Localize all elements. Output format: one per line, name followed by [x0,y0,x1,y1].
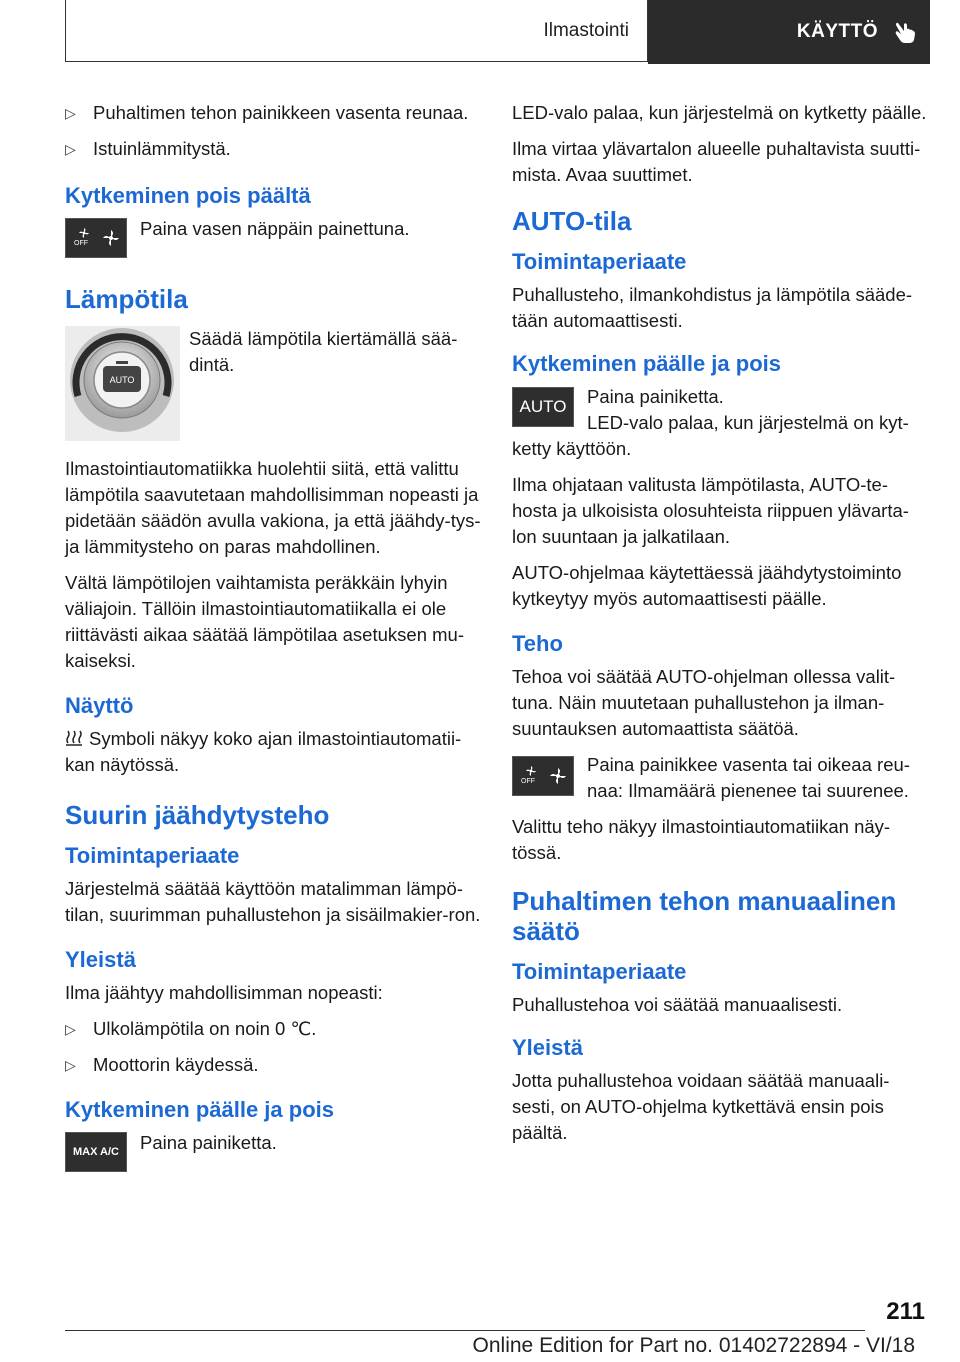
list-item: ▷ Puhaltimen tehon painikkeen vasenta reunaa. [65,100,485,126]
heading-max-cooling: Suurin jäähdytysteho [65,800,330,830]
max-ac-button-row [65,1130,485,1178]
heading-temperature: Lämpötila [65,284,188,314]
rotary-knob-icon [65,326,180,441]
heading-general: Yleistä [512,1035,583,1060]
heading-auto-mode: AUTO-tila [512,206,632,236]
temperature-knob-image [65,326,180,441]
air-flow-paragraph: Ilma virtaa ylävartalon alueelle puhaltavista suutti‐mista. Avaa suuttimet. [512,138,921,185]
max-ac-button-image: MAX A/C [65,1132,127,1172]
fan-icon [513,757,573,795]
temperature-instruction: Säädä lämpötila kiertämällä sää‐dintä. [189,328,458,375]
chapter-tab [648,0,930,64]
heading-principle: Toimintaperiaate [65,843,240,868]
auto-button-row [512,384,932,436]
max-ac-instruction: Paina painiketta. [140,1132,277,1153]
principle-paragraph: Puhallusteho, ilmankohdistus ja lämpötila sääde‐tään automaattisesti. [512,284,913,331]
display-paragraph: Symboli näkyy koko ajan ilmastointiautomatii‐kan näytössä. [65,728,462,775]
fan-icon [66,219,126,257]
heading-on-off: Kytkeminen päälle ja pois [65,1097,334,1122]
svg-text:AUTO: AUTO [109,375,135,385]
principle-paragraph: Järjestelmä säätää käyttöön matalimman lämpö‐tilan, suurimman puhallustehon ja sisäilmakier‐ron. [65,878,481,925]
heading-manual-fan: Puhaltimen tehon manuaalinen säätö [512,886,897,946]
general-paragraph: Ilma jäähtyy mahdollisimman nopeasti: [65,982,383,1003]
list-item: ▷ Moottorin käydessä. [65,1052,485,1078]
selected-power-paragraph: Valittu teho näkyy ilmastointiautomatiikan näy‐tössä. [512,816,891,863]
footer-divider [65,1330,865,1331]
led-paragraph: LED-valo palaa, kun järjestelmä on kytketty päälle. [512,102,927,123]
off-instruction: Paina vasen näppäin painettuna. [140,218,410,239]
fan-button-image [512,756,574,796]
page-number: 211 [886,1298,925,1325]
left-column [65,100,485,1188]
guided-paragraph: Ilma ohjataan valitusta lämpötilasta, AUTO-te‐hosta ja ulkoisista olosuhteista riippuen ylävarta‐lon suuntaan ja jalkatilaan. [512,474,909,547]
heading-principle: Toimintaperiaate [512,249,687,274]
off-button-row [65,216,485,264]
principle-paragraph: Puhallustehoa voi säätää manuaalisesti. [512,994,843,1015]
svg-text:OFF: OFF [521,778,535,785]
heading-on-off: Kytkeminen päälle ja pois [512,351,781,376]
heading-power: Teho [512,631,563,656]
triangle-bullet-icon: ▷ [65,141,76,157]
auto-instruction: Paina painiketta. [587,386,724,407]
fan-button-row [512,752,932,804]
fan-button-image [65,218,127,258]
section-title: Ilmastointi [65,0,648,62]
heading-switch-off: Kytkeminen pois päältä [65,183,311,208]
list-item: ▷ Istuinlämmitystä. [65,136,485,162]
paragraph-auto-control: Ilmastointiautomatiikka huolehtii siitä, että valittu lämpötila saavutetaan mahdollisimman nopeasti ja pidetään säädön avulla vakiona, ja että jäähdy‐tys- ja lämmitysteho on paras mahdollinen. [65,458,481,557]
heading-display: Näyttö [65,693,134,718]
auto-cooling-paragraph: AUTO-ohjelmaa käytettäessä jäähdytystoiminto kytkeytyy myös automaattisesti päälle. [512,562,902,609]
general-paragraph: Jotta puhallustehoa voidaan säätää manuaali‐sesti, on AUTO-ohjelma kytkettävä ensin pois päältä. [512,1070,890,1143]
pointing-hand-icon [892,19,918,45]
heading-principle: Toimintaperiaate [512,959,687,984]
svg-text:OFF: OFF [74,240,88,247]
temperature-knob-row [65,326,485,444]
auto-button-image: AUTO [512,387,574,427]
triangle-bullet-icon: ▷ [65,1057,76,1073]
power-paragraph: Tehoa voi säätää AUTO-ohjelman ollessa valit‐tuna. Näin muutetaan puhallustehon ja ilman‐suuntauksen automaattista säätöä. [512,666,896,739]
paragraph-avoid-changes: Vältä lämpötilojen vaihtamista peräkkäin lyhyin väliajoin. Tällöin ilmastointiautomatiikalla ei ole riittävästi aikaa säätää lämpötilaa asetuksen mu‐kaiseksi. [65,572,464,671]
auto-led-paragraph: LED-valo palaa, kun järjestelmä on kyt‐ketty käyttöön. [512,412,909,459]
heat-waves-icon [65,729,83,747]
triangle-bullet-icon: ▷ [65,105,76,121]
triangle-bullet-icon: ▷ [65,1021,76,1037]
list-item: ▷ Ulkolämpötila on noin 0 ℃. [65,1016,485,1042]
fan-instruction: Paina painikkee vasenta tai oikeaa reu‐naa: Ilmamäärä pienenee tai suurenee. [587,754,910,801]
edition-note: Online Edition for Part no. 01402722894 - VI/18 [472,1334,915,1357]
page-header [65,0,930,64]
chapter-title: KÄYTTÖ [796,21,878,42]
right-column [512,100,932,1156]
heading-general: Yleistä [65,947,136,972]
